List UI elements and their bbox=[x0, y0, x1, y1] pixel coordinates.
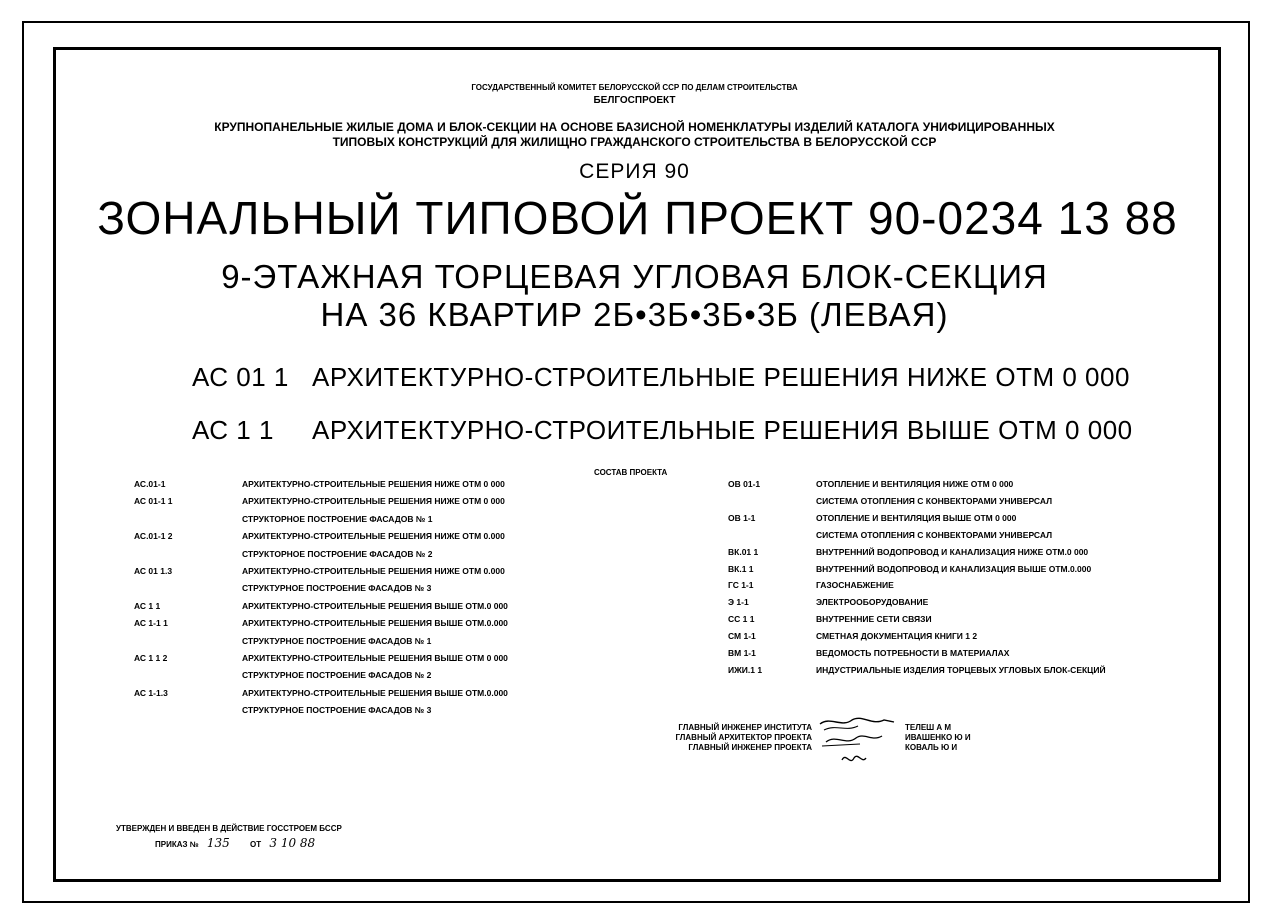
item-text: АРХИТЕКТУРНО-СТРОИТЕЛЬНЫЕ РЕШЕНИЯ НИЖЕ ОТМ 0 000 bbox=[242, 479, 505, 489]
list-item bbox=[134, 601, 508, 611]
list-item bbox=[134, 549, 432, 559]
item-code: АС 1-1.3 bbox=[134, 687, 168, 698]
item-text: ВНУТРЕННИЙ ВОДОПРОВОД И КАНАЛИЗАЦИЯ ВЫШЕ ОТМ.0.000 bbox=[816, 563, 1092, 574]
item-code: ИЖИ.1 1 bbox=[728, 664, 763, 675]
order-date: 3 10 88 bbox=[269, 836, 316, 850]
date-label: ОТ bbox=[250, 840, 262, 849]
item-text: СТРУКТУРНОЕ ПОСТРОЕНИЕ ФАСАДОВ № 2 bbox=[242, 670, 432, 681]
item-code: СМ 1-1 bbox=[728, 631, 756, 642]
subtitle-line-1: 9-ЭТАЖНАЯ ТОРЦЕВАЯ УГЛОВАЯ БЛОК-СЕКЦИЯ bbox=[221, 258, 1048, 295]
list-item bbox=[134, 705, 431, 715]
description-line-2: ТИПОВЫХ КОНСТРУКЦИЙ ДЛЯ ЖИЛИЩНО ГРАЖДАНСКОГО СТРОИТЕЛЬСТВА В БЕЛОРУССКОЙ ССР bbox=[332, 135, 937, 149]
order-number: 135 bbox=[206, 836, 230, 850]
item-text: СИСТЕМА ОТОПЛЕНИЯ С КОНВЕКТОРАМИ УНИВЕРСАЛ bbox=[816, 495, 1053, 506]
list-item bbox=[728, 513, 1016, 523]
item-text: СТРУКТУРНОЕ ПОСТРОЕНИЕ ФАСАДОВ № 3 bbox=[242, 583, 432, 594]
section-code: АС 01 1 bbox=[192, 362, 289, 392]
description-line-1: КРУПНОПАНЕЛЬНЫЕ ЖИЛЫЕ ДОМА И БЛОК-СЕКЦИИ НА ОСНОВЕ БАЗИСНОЙ НОМЕНКЛАТУРЫ ИЗДЕЛИЙ КАТАЛОГА УНИФИЦИРОВАННЫХ bbox=[214, 120, 1055, 134]
list-item bbox=[728, 665, 1106, 675]
item-code: ВК.01 1 bbox=[728, 546, 759, 557]
item-code: ОВ 1-1 bbox=[728, 512, 756, 523]
item-text: СИСТЕМА ОТОПЛЕНИЯ С КОНВЕКТОРАМИ УНИВЕРСАЛ bbox=[816, 529, 1053, 540]
item-code: АС 01-1 1 bbox=[134, 496, 173, 507]
composition-label: СОСТАВ ПРОЕКТА bbox=[594, 468, 668, 477]
item-code: СС 1 1 bbox=[728, 614, 755, 625]
series-label: СЕРИЯ 90 bbox=[579, 160, 690, 183]
list-item bbox=[728, 648, 1009, 658]
section-row bbox=[192, 415, 1133, 446]
item-code: АС 1-1 1 bbox=[134, 618, 168, 629]
list-item bbox=[134, 688, 508, 698]
list-item bbox=[134, 514, 432, 524]
item-text: ОТОПЛЕНИЕ И ВЕНТИЛЯЦИЯ ВЫШЕ ОТМ 0 000 bbox=[816, 512, 1017, 523]
item-text: АРХИТЕКТУРНО-СТРОИТЕЛЬНЫЕ РЕШЕНИЯ НИЖЕ ОТМ 0.000 bbox=[242, 531, 505, 542]
list-item bbox=[134, 653, 508, 663]
list-item bbox=[134, 531, 505, 541]
item-text: ВНУТРЕННИЙ ВОДОПРОВОД И КАНАЛИЗАЦИЯ НИЖЕ ОТМ.0 000 bbox=[816, 546, 1089, 557]
order-line bbox=[155, 836, 315, 850]
signatory-name: ИВАШЕНКО Ю И bbox=[905, 733, 971, 742]
list-item bbox=[134, 618, 508, 628]
item-code: ВК.1 1 bbox=[728, 563, 754, 574]
list-item bbox=[134, 479, 505, 489]
item-code: АС.01-1 2 bbox=[134, 531, 173, 542]
item-code: АС.01-1 bbox=[134, 479, 166, 489]
list-item bbox=[134, 636, 431, 646]
section-text: АРХИТЕКТУРНО-СТРОИТЕЛЬНЫЕ РЕШЕНИЯ ВЫШЕ ОТМ 0 000 bbox=[312, 415, 1133, 445]
list-item bbox=[728, 479, 1013, 489]
item-text: ИНДУСТРИАЛЬНЫЕ ИЗДЕЛИЯ ТОРЦЕВЫХ УГЛОВЫХ БЛОК-СЕКЦИЙ bbox=[816, 664, 1106, 675]
item-text: СМЕТНАЯ ДОКУМЕНТАЦИЯ КНИГИ 1 2 bbox=[816, 631, 978, 642]
list-item bbox=[728, 597, 928, 607]
org-name: БЕЛГОСПРОЕКТ bbox=[593, 95, 676, 106]
item-text: ВЕДОМОСТЬ ПОТРЕБНОСТИ В МАТЕРИАЛАХ bbox=[816, 648, 1010, 658]
section-text: АРХИТЕКТУРНО-СТРОИТЕЛЬНЫЕ РЕШЕНИЯ НИЖЕ ОТМ 0 000 bbox=[312, 362, 1130, 392]
signatory-role: ГЛАВНЫЙ ИНЖЕНЕР ПРОЕКТА bbox=[688, 743, 812, 752]
item-code: Э 1-1 bbox=[728, 597, 749, 608]
signatory-roles bbox=[616, 723, 812, 753]
item-code: АС 01 1.3 bbox=[134, 566, 173, 576]
item-text: АРХИТЕКТУРНО-СТРОИТЕЛЬНЫЕ РЕШЕНИЯ ВЫШЕ ОТМ.0 000 bbox=[242, 600, 508, 611]
signatory-role: ГЛАВНЫЙ ИНЖЕНЕР ИНСТИТУТА bbox=[678, 723, 812, 732]
section-row bbox=[192, 362, 1130, 393]
item-text: СТРУКТУРНОЕ ПОСТРОЕНИЕ ФАСАДОВ № 3 bbox=[242, 705, 432, 716]
section-code: АС 1 1 bbox=[192, 415, 274, 445]
item-text: АРХИТЕКТУРНО-СТРОИТЕЛЬНЫЕ РЕШЕНИЯ ВЫШЕ ОТМ.0.000 bbox=[242, 618, 508, 629]
item-text: АРХИТЕКТУРНО-СТРОИТЕЛЬНЫЕ РЕШЕНИЯ ВЫШЕ ОТМ 0 000 bbox=[242, 653, 508, 663]
item-text: СТРУКТОРНОЕ ПОСТРОЕНИЕ ФАСАДОВ № 2 bbox=[242, 548, 433, 559]
list-item bbox=[728, 496, 1052, 506]
item-text: ВНУТРЕННИЕ СЕТИ СВЯЗИ bbox=[816, 614, 932, 625]
signatory-name: КОВАЛЬ Ю И bbox=[905, 743, 958, 752]
committee-line: ГОСУДАРСТВЕННЫЙ КОМИТЕТ БЕЛОРУССКОЙ ССР ПО ДЕЛАМ СТРОИТЕЛЬСТВА bbox=[471, 83, 798, 92]
item-code: АС 1 1 bbox=[134, 600, 161, 611]
page-title: ЗОНАЛЬНЫЙ ТИПОВОЙ ПРОЕКТ 90-0234 13 88 bbox=[97, 192, 1178, 244]
list-item bbox=[728, 631, 977, 641]
signatory-role: ГЛАВНЫЙ АРХИТЕКТОР ПРОЕКТА bbox=[675, 733, 812, 742]
list-item bbox=[134, 583, 431, 593]
item-text: АРХИТЕКТУРНО-СТРОИТЕЛЬНЫЕ РЕШЕНИЯ НИЖЕ ОТМ 0 000 bbox=[242, 496, 505, 507]
item-text: АРХИТЕКТУРНО-СТРОИТЕЛЬНЫЕ РЕШЕНИЯ ВЫШЕ ОТМ.0.000 bbox=[242, 687, 508, 698]
signatory-name: ТЕЛЕШ А М bbox=[905, 723, 952, 732]
item-code: ВМ 1-1 bbox=[728, 648, 756, 658]
item-text: СТРУКТУРНОЕ ПОСТРОЕНИЕ ФАСАДОВ № 1 bbox=[242, 635, 432, 646]
handwritten-signatures bbox=[812, 712, 904, 770]
item-text: ГАЗОСНАБЖЕНИЕ bbox=[816, 580, 894, 591]
item-text: ОТОПЛЕНИЕ И ВЕНТИЛЯЦИЯ НИЖЕ ОТМ 0 000 bbox=[816, 479, 1014, 489]
signatory-names bbox=[905, 723, 971, 753]
item-text: СТРУКТОРНОЕ ПОСТРОЕНИЕ ФАСАДОВ № 1 bbox=[242, 513, 433, 524]
item-code: ОВ 01-1 bbox=[728, 479, 761, 489]
item-code: АС 1 1 2 bbox=[134, 653, 168, 663]
subtitle-line-2: НА 36 КВАРТИР 2Б•3Б•3Б•3Б (ЛЕВАЯ) bbox=[320, 296, 949, 333]
list-item bbox=[728, 530, 1052, 540]
list-item bbox=[728, 547, 1088, 557]
order-label: ПРИКАЗ № bbox=[155, 840, 199, 849]
list-item bbox=[134, 670, 431, 680]
item-code: ГС 1-1 bbox=[728, 580, 754, 591]
approval-line: УТВЕРЖДЕН И ВВЕДЕН В ДЕЙСТВИЕ ГОССТРОЕМ БССР bbox=[116, 824, 342, 833]
list-item bbox=[134, 566, 505, 576]
list-item bbox=[728, 614, 932, 624]
list-item bbox=[134, 496, 505, 506]
list-item bbox=[728, 580, 894, 590]
item-text: АРХИТЕКТУРНО-СТРОИТЕЛЬНЫЕ РЕШЕНИЯ НИЖЕ ОТМ 0.000 bbox=[242, 566, 505, 576]
list-item bbox=[728, 564, 1091, 574]
item-text: ЭЛЕКТРООБОРУДОВАНИЕ bbox=[816, 597, 929, 608]
